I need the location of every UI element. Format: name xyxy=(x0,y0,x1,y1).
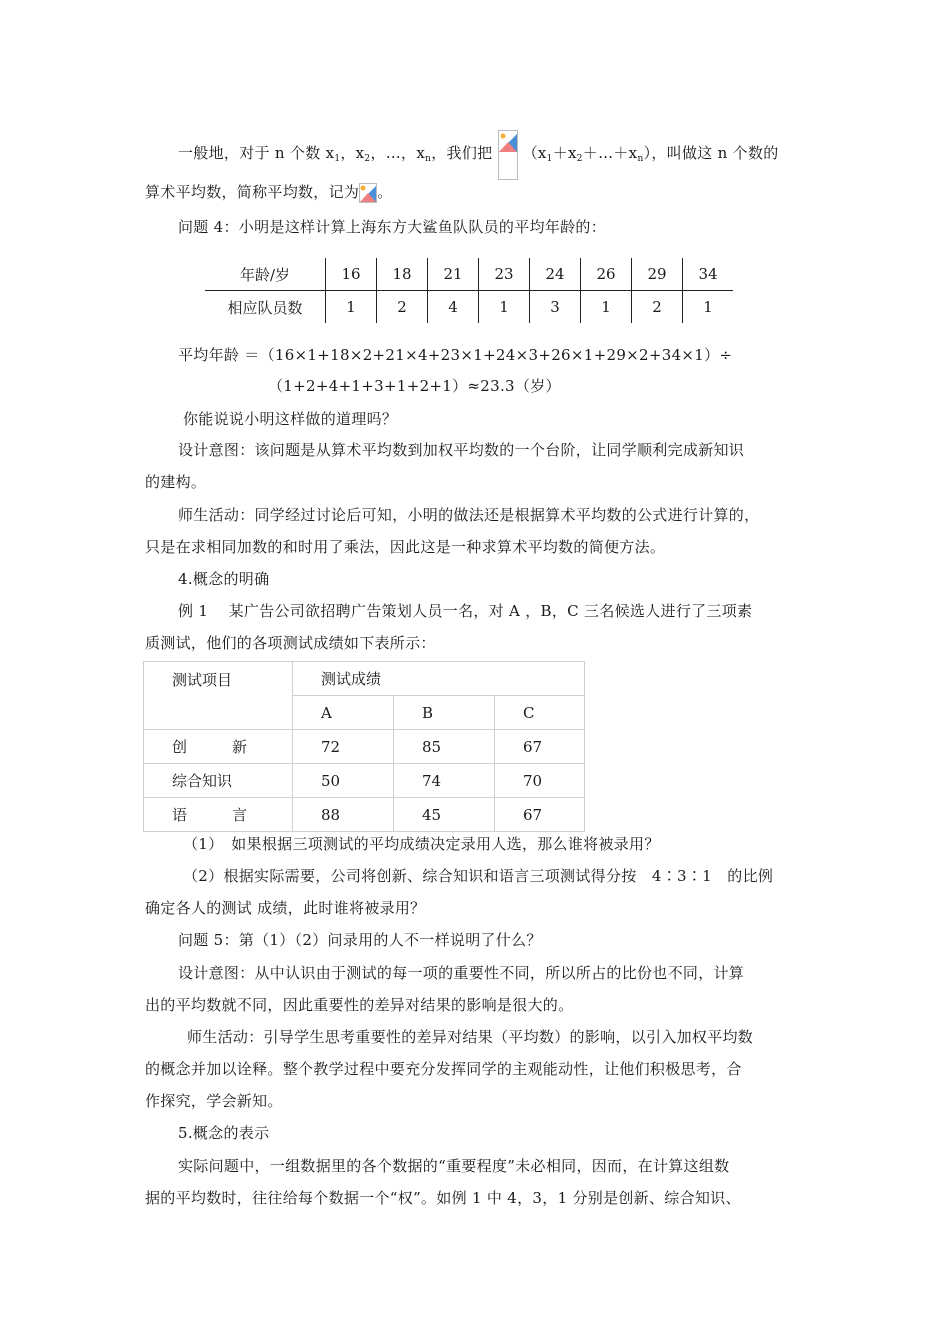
table-row xyxy=(144,730,585,764)
definition-line-2 xyxy=(145,182,393,203)
text: 一般地，对于 n 个数 x xyxy=(178,144,335,162)
subscript: 1 xyxy=(334,154,341,164)
table-cell: 年龄/岁 xyxy=(205,258,326,291)
text: ，我们把 xyxy=(431,144,493,162)
table-cell: 4 xyxy=(428,291,479,324)
design-intent-2-line-1: 设计意图：从中认识由于测试的每一项的重要性不同，所以所占的比份也不同，计算 xyxy=(178,964,745,982)
table-cell: 2 xyxy=(632,291,683,324)
table-cell: 24 xyxy=(530,258,581,291)
table-cell: 16 xyxy=(326,258,377,291)
subscript: 2 xyxy=(576,154,583,164)
activity-2-line-1: 师生活动：引导学生思考重要性的差异对结果（平均数）的影响，以引入加权平均数 xyxy=(187,1028,754,1046)
table-cell: 45 xyxy=(394,798,495,832)
activity-1-line-2: 只是在求相同加数的和时用了乘法，因此这是一种求算术平均数的简便方法。 xyxy=(145,538,666,556)
question-reason: 你能说说小明这样做的道理吗？ xyxy=(183,410,398,428)
subscript: n xyxy=(637,154,644,164)
table-cell: 29 xyxy=(632,258,683,291)
table-cell: 1 xyxy=(581,291,632,324)
table-cell: 72 xyxy=(293,730,394,764)
fraction-image-icon xyxy=(498,130,518,180)
table-cell: 50 xyxy=(293,764,394,798)
definition-line-1 xyxy=(178,130,779,180)
table-cell: 26 xyxy=(581,258,632,291)
table-cell: 67 xyxy=(495,730,585,764)
question-2-line-2: 确定各人的测试 成绩，此时谁将被录用？ xyxy=(145,899,426,917)
table-cell: 34 xyxy=(683,258,734,291)
table-row xyxy=(205,258,733,291)
question-1: （1） 如果根据三项测试的平均成绩决定录用人选，那么谁将被录用？ xyxy=(183,835,660,853)
table-cell: 创 新 xyxy=(144,730,293,764)
formula-line-2: （1+2+4+1+3+1+2+1）≈23.3（岁） xyxy=(268,377,561,395)
table-cell: 21 xyxy=(428,258,479,291)
table-cell: 语 言 xyxy=(144,798,293,832)
text: ，…，x xyxy=(370,144,426,162)
score-table xyxy=(143,661,585,832)
table-cell: 3 xyxy=(530,291,581,324)
table-row xyxy=(205,291,733,324)
formula-line-1: 平均年龄 ＝（16×1+18×2+21×4+23×1+24×3+26×1+29×2+34×1）÷ xyxy=(178,346,733,364)
text: （x xyxy=(522,144,547,162)
example-1-line-1: 例 1 某广告公司欲招聘广告策划人员一名，对 A ，B，C 三名候选人进行了三项素 xyxy=(178,602,753,620)
text: ），叫做这 n 个数的 xyxy=(643,144,779,162)
subscript: 1 xyxy=(546,154,553,164)
table-cell: 18 xyxy=(377,258,428,291)
table-col-b: B xyxy=(394,696,495,730)
table-col-c: C xyxy=(495,696,585,730)
design-intent-2-line-2: 出的平均数就不同，因此重要性的差异对结果的影响是很大的。 xyxy=(145,996,574,1014)
table-cell: 74 xyxy=(394,764,495,798)
table-row xyxy=(144,662,585,696)
age-table xyxy=(205,258,733,323)
example-1-line-2: 质测试，他们的各项测试成绩如下表所示： xyxy=(145,634,436,652)
section-4-heading: 4.概念的明确 xyxy=(178,570,270,588)
table-cell: 综合知识 xyxy=(144,764,293,798)
table-cell: 1 xyxy=(683,291,734,324)
design-intent-1-line-2: 的建构。 xyxy=(145,473,207,491)
table-cell: 相应队员数 xyxy=(227,298,303,317)
table-cell: 23 xyxy=(479,258,530,291)
table-header-item: 测试项目 xyxy=(144,662,293,730)
activity-2-line-3: 作探究，学会新知。 xyxy=(145,1092,283,1110)
question-5: 问题 5：第（1）（2）问录用的人不一样说明了什么？ xyxy=(178,931,542,949)
table-cell: 85 xyxy=(394,730,495,764)
activity-2-line-2: 的概念并加以诠释。整个教学过程中要充分发挥同学的主观能动性，让他们积极思考，合 xyxy=(145,1060,742,1078)
text: 。 xyxy=(377,183,393,201)
table-cell: 70 xyxy=(495,764,585,798)
table-cell: 88 xyxy=(293,798,394,832)
paragraph-5-line-1: 实际问题中，一组数据里的各个数据的“重要程度”未必相同，因而，在计算这组数 xyxy=(178,1157,730,1175)
text: ＋…＋x xyxy=(582,144,638,162)
table-row xyxy=(144,798,585,832)
paragraph-5-line-2: 据的平均数时，往往给每个数据一个“权”。如例 1 中 4，3，1 分别是创新、综合知识、 xyxy=(145,1189,741,1207)
question-2-line-1: （2）根据实际需要，公司将创新、综合知识和语言三项测试得分按 4∶3∶1 的比例 xyxy=(183,867,774,885)
text: 算术平均数，简称平均数，记为 xyxy=(145,183,360,201)
table-cell: 2 xyxy=(377,291,428,324)
table-cell: 1 xyxy=(479,291,530,324)
subscript: n xyxy=(425,154,432,164)
table-col-a: A xyxy=(293,696,394,730)
question-4: 问题 4：小明是这样计算上海东方大鲨鱼队队员的平均年龄的： xyxy=(178,218,607,236)
subscript: 2 xyxy=(364,154,371,164)
mean-symbol-image-icon xyxy=(359,183,377,203)
section-5-heading: 5.概念的表示 xyxy=(178,1124,270,1142)
text: ，x xyxy=(340,144,365,162)
text: ＋x xyxy=(552,144,577,162)
table-header-score: 测试成绩 xyxy=(293,662,585,696)
table-cell: 1 xyxy=(326,291,377,324)
table-cell: 67 xyxy=(495,798,585,832)
activity-1-line-1: 师生活动：同学经过讨论后可知，小明的做法还是根据算术平均数的公式进行计算的， xyxy=(178,506,760,524)
design-intent-1-line-1: 设计意图：该问题是从算术平均数到加权平均数的一个台阶，让同学顺利完成新知识 xyxy=(178,441,745,459)
table-row xyxy=(144,764,585,798)
